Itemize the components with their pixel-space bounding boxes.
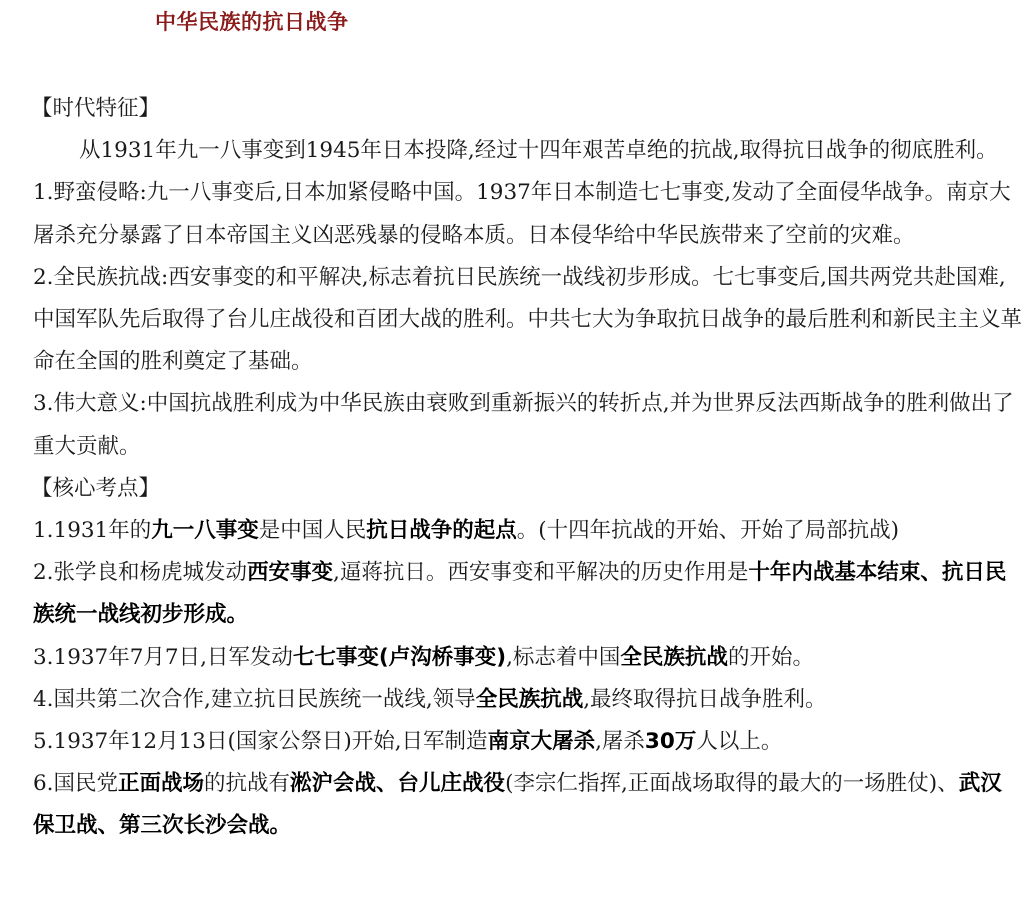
key-point-1 bbox=[33, 510, 1023, 552]
key-point-1-text-c: 是中国人民 bbox=[258, 518, 367, 544]
key-point-5-bold-b: 南京大屠杀 bbox=[487, 729, 596, 755]
key-point-6-text-c: 的抗战有 bbox=[204, 771, 291, 797]
key-point-3-text-c: ,标志着中国 bbox=[506, 644, 621, 670]
key-point-6-text-e: (李宗仁指挥,正面战场取得的最大的一场胜仗)、 bbox=[505, 771, 959, 797]
key-point-6-bold-b: 正面战场 bbox=[118, 771, 205, 797]
intro-paragraph: 从1931年九一八事变到1945年日本投降,经过十四年艰苦卓绝的抗战,取得抗日战争的彻底胜利。 bbox=[79, 138, 998, 164]
era-item-invasion: 1.野蛮侵略:九一八事变后,日本加紧侵略中国。1937年日本制造七七事变,发动了全面侵华战争。南京大屠杀充分暴露了日本帝国主义凶恶残暴的侵略本质。日本侵华给中华民族带来了空前的灾难。 bbox=[33, 180, 1011, 248]
key-point-2-bold-b: 西安事变 bbox=[247, 560, 334, 586]
document-title: 中华民族的抗日战争 bbox=[155, 10, 349, 34]
key-point-2-text-a: 2.张学良和杨虎城发动 bbox=[33, 560, 248, 586]
key-point-4-bold-b: 全民族抗战 bbox=[475, 686, 584, 712]
key-point-5-text-c: ,屠杀 bbox=[595, 729, 645, 755]
section-heading-key-points: 【核心考点】 bbox=[31, 475, 161, 501]
section-heading-era-features: 【时代特征】 bbox=[31, 96, 161, 121]
key-point-4 bbox=[33, 679, 1023, 721]
key-point-6 bbox=[33, 763, 1023, 847]
key-point-5-text-e: 人以上。 bbox=[696, 729, 783, 755]
key-point-1-text-e: 。(十四年抗战的开始、开始了局部抗战) bbox=[516, 518, 900, 544]
key-point-4-text-c: ,最终取得抗日战争胜利。 bbox=[583, 686, 827, 712]
era-item-national-resistance: 2.全民族抗战:西安事变的和平解决,标志着抗日民族统一战线初步形成。七七事变后,国共两党共赴国难,中国军队先后取得了台儿庄战役和百团大战的胜利。中共七大为争取抗日战争的最后胜利和新民主主义革命在全国的胜利奠定了基础。 bbox=[33, 264, 1023, 375]
key-point-3-text-e: 的开始。 bbox=[727, 644, 814, 670]
key-point-3 bbox=[33, 637, 1023, 679]
era-item-significance: 3.伟大意义:中国抗战胜利成为中华民族由衰败到重新振兴的转折点,并为世界反法西斯战争的胜利做出了重大贡献。 bbox=[33, 391, 1014, 459]
key-point-6-text-a: 6.国民党 bbox=[33, 771, 119, 797]
key-point-1-bold-d: 抗日战争的起点 bbox=[366, 518, 517, 544]
key-point-2 bbox=[33, 552, 1023, 636]
key-point-6-bold-d: 淞沪会战、台儿庄战役 bbox=[290, 771, 506, 797]
key-point-5 bbox=[33, 721, 1023, 763]
document-body bbox=[33, 88, 1023, 848]
key-point-6-bold-f: 武汉保卫战、第三次长沙会战。 bbox=[33, 771, 1002, 839]
key-point-1-text-a: 1.1931年的 bbox=[33, 518, 152, 544]
key-point-2-bold-d: 十年内战基本结束、抗日民族统一战线初步形成。 bbox=[33, 560, 1007, 628]
key-point-2-text-c: ,逼蒋抗日。西安事变和平解决的历史作用是 bbox=[333, 560, 749, 586]
key-point-1-bold-b: 九一八事变 bbox=[151, 518, 259, 544]
key-point-5-bold-d: 30万 bbox=[644, 729, 697, 755]
key-point-3-bold-b: 七七事变(卢沟桥事变) bbox=[292, 644, 507, 670]
key-point-3-text-a: 3.1937年7月7日,日军发动 bbox=[33, 644, 293, 670]
key-point-5-text-a: 5.1937年12月13日(国家公祭日)开始,日军制造 bbox=[33, 729, 488, 755]
key-point-3-bold-d: 全民族抗战 bbox=[620, 644, 728, 670]
key-point-4-text-a: 4.国共第二次合作,建立抗日民族统一战线,领导 bbox=[33, 686, 476, 712]
